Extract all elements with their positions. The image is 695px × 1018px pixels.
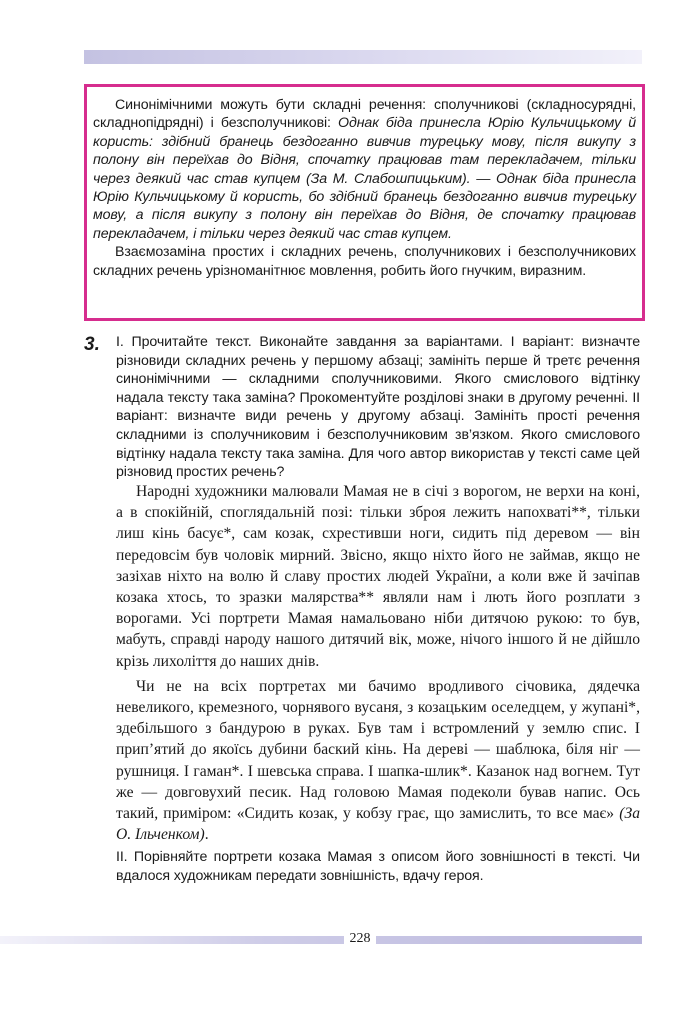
task-part-2: [116, 848, 640, 885]
story-end-punctuation: .: [204, 826, 209, 844]
rule-intro: Синонімічними можуть бути складні речення: сполучникові (складносурядні, складнопідрядні) і безсполучникові:: [93, 97, 636, 132]
story-paragraph-2: [116, 676, 640, 846]
story-paragraph-1: Народні художники малювали Мамая не в січі з ворогом, не верхи на коні, а в спокійній, споглядальній позі: тільки зброя лежить напохваті**, тільки лиш кінь басує*, сам козак, схрестивши ноги, сидить під деревом — він передовсім був чоловік мирний. Звісно, якщо ніхто його не займав, якщо не зазіхав ніхто на волю й славу простих людей України, а коли вже й зачіпав козака хтось, то зразки малярства** являли нам і лють його розплати з ворогами. Усі портрети Мамая намальовано ніби дитячою рукою: то був, мабуть, справді народу нашого дитячий вік, може, нічого іншого й не дійшло крізь лихоліття до наших днів.: [116, 483, 640, 670]
rule-paragraph: [93, 96, 636, 243]
rule-example: Однак біда принесла Юрію Кульчицькому й користь: здібний бранець бездоганно вивчив турецьку мову, після викупу з полону він переїхав до Відня, спочатку працював там перекладачем, тільки через деякий час став купцем (За М. Слабошпицьким). — Однак біда принесла Юрію Кульчицькому й користь, бо здібний бранець бездоганно вивчив турецьку мову, а після викупу з полону він переїхав до Відня, де спочатку працював перекладачем, і тільки через деякий час став купцем.: [93, 115, 636, 242]
rule-conclusion: Взаємозаміна простих і складних речень, сполучникових і безсполучникових складних речень урізноманітнює мовлення, робить його гнучким, виразним.: [93, 244, 636, 279]
page-number: 228: [344, 930, 376, 948]
task-number: 3.: [84, 334, 100, 355]
task-part-2-text: ІІ. Порівняйте портрети козака Мамая з описом його зовнішності в тексті. Чи вдалося художникам передати зовнішність, вдачу героя.: [116, 849, 640, 884]
footer-decor-band: [0, 936, 642, 944]
rule-box: [84, 84, 645, 321]
story-paragraph-2-text: Чи не на всіх портретах ми бачимо вродливого січовика, дядечка невеликого, кремезного, чорнявого вусаня, з козацьким оселедцем, у жупані*, здебільшого з бандурою в руках. Був там і встромлений у землю спис. І прип’ятий до якоїсь дубини баский кінь. На дереві — шаблюка, біля ніг — рушниця. І гаман*. І шевська справа. І шапка-шлик*. Казанок над вогнем. Тут же — довговухий песик. Над головою Мамая подеколи бував напис. Ось такий, приміром: «Сидить козак, у кобзу грає, що замислить, то все має»: [116, 677, 640, 823]
task-instructions: [116, 333, 640, 482]
reading-text: [116, 481, 640, 845]
story-source: (За О. Ільченком): [116, 805, 640, 844]
task-text: І. Прочитайте текст. Виконайте завдання за варіантами. І варіант: визначте різновиди складних речень у першому абзаці; замініть перше й третє речення синонімічними — складними сполучниковими. Якого смислового відтінку надала тексту така заміна? Прокоментуйте розділові знаки в другому реченні. ІІ варіант: визначте види речень у другому абзаці. Замініть прості речення складними із сполучниковим і безсполучниковим зв’язком. Якого смислового відтінку надала тексту така заміна. Для чого автор використав у тексті саме цей різновид простих речень?: [116, 334, 640, 481]
header-decor-band: [84, 50, 642, 64]
